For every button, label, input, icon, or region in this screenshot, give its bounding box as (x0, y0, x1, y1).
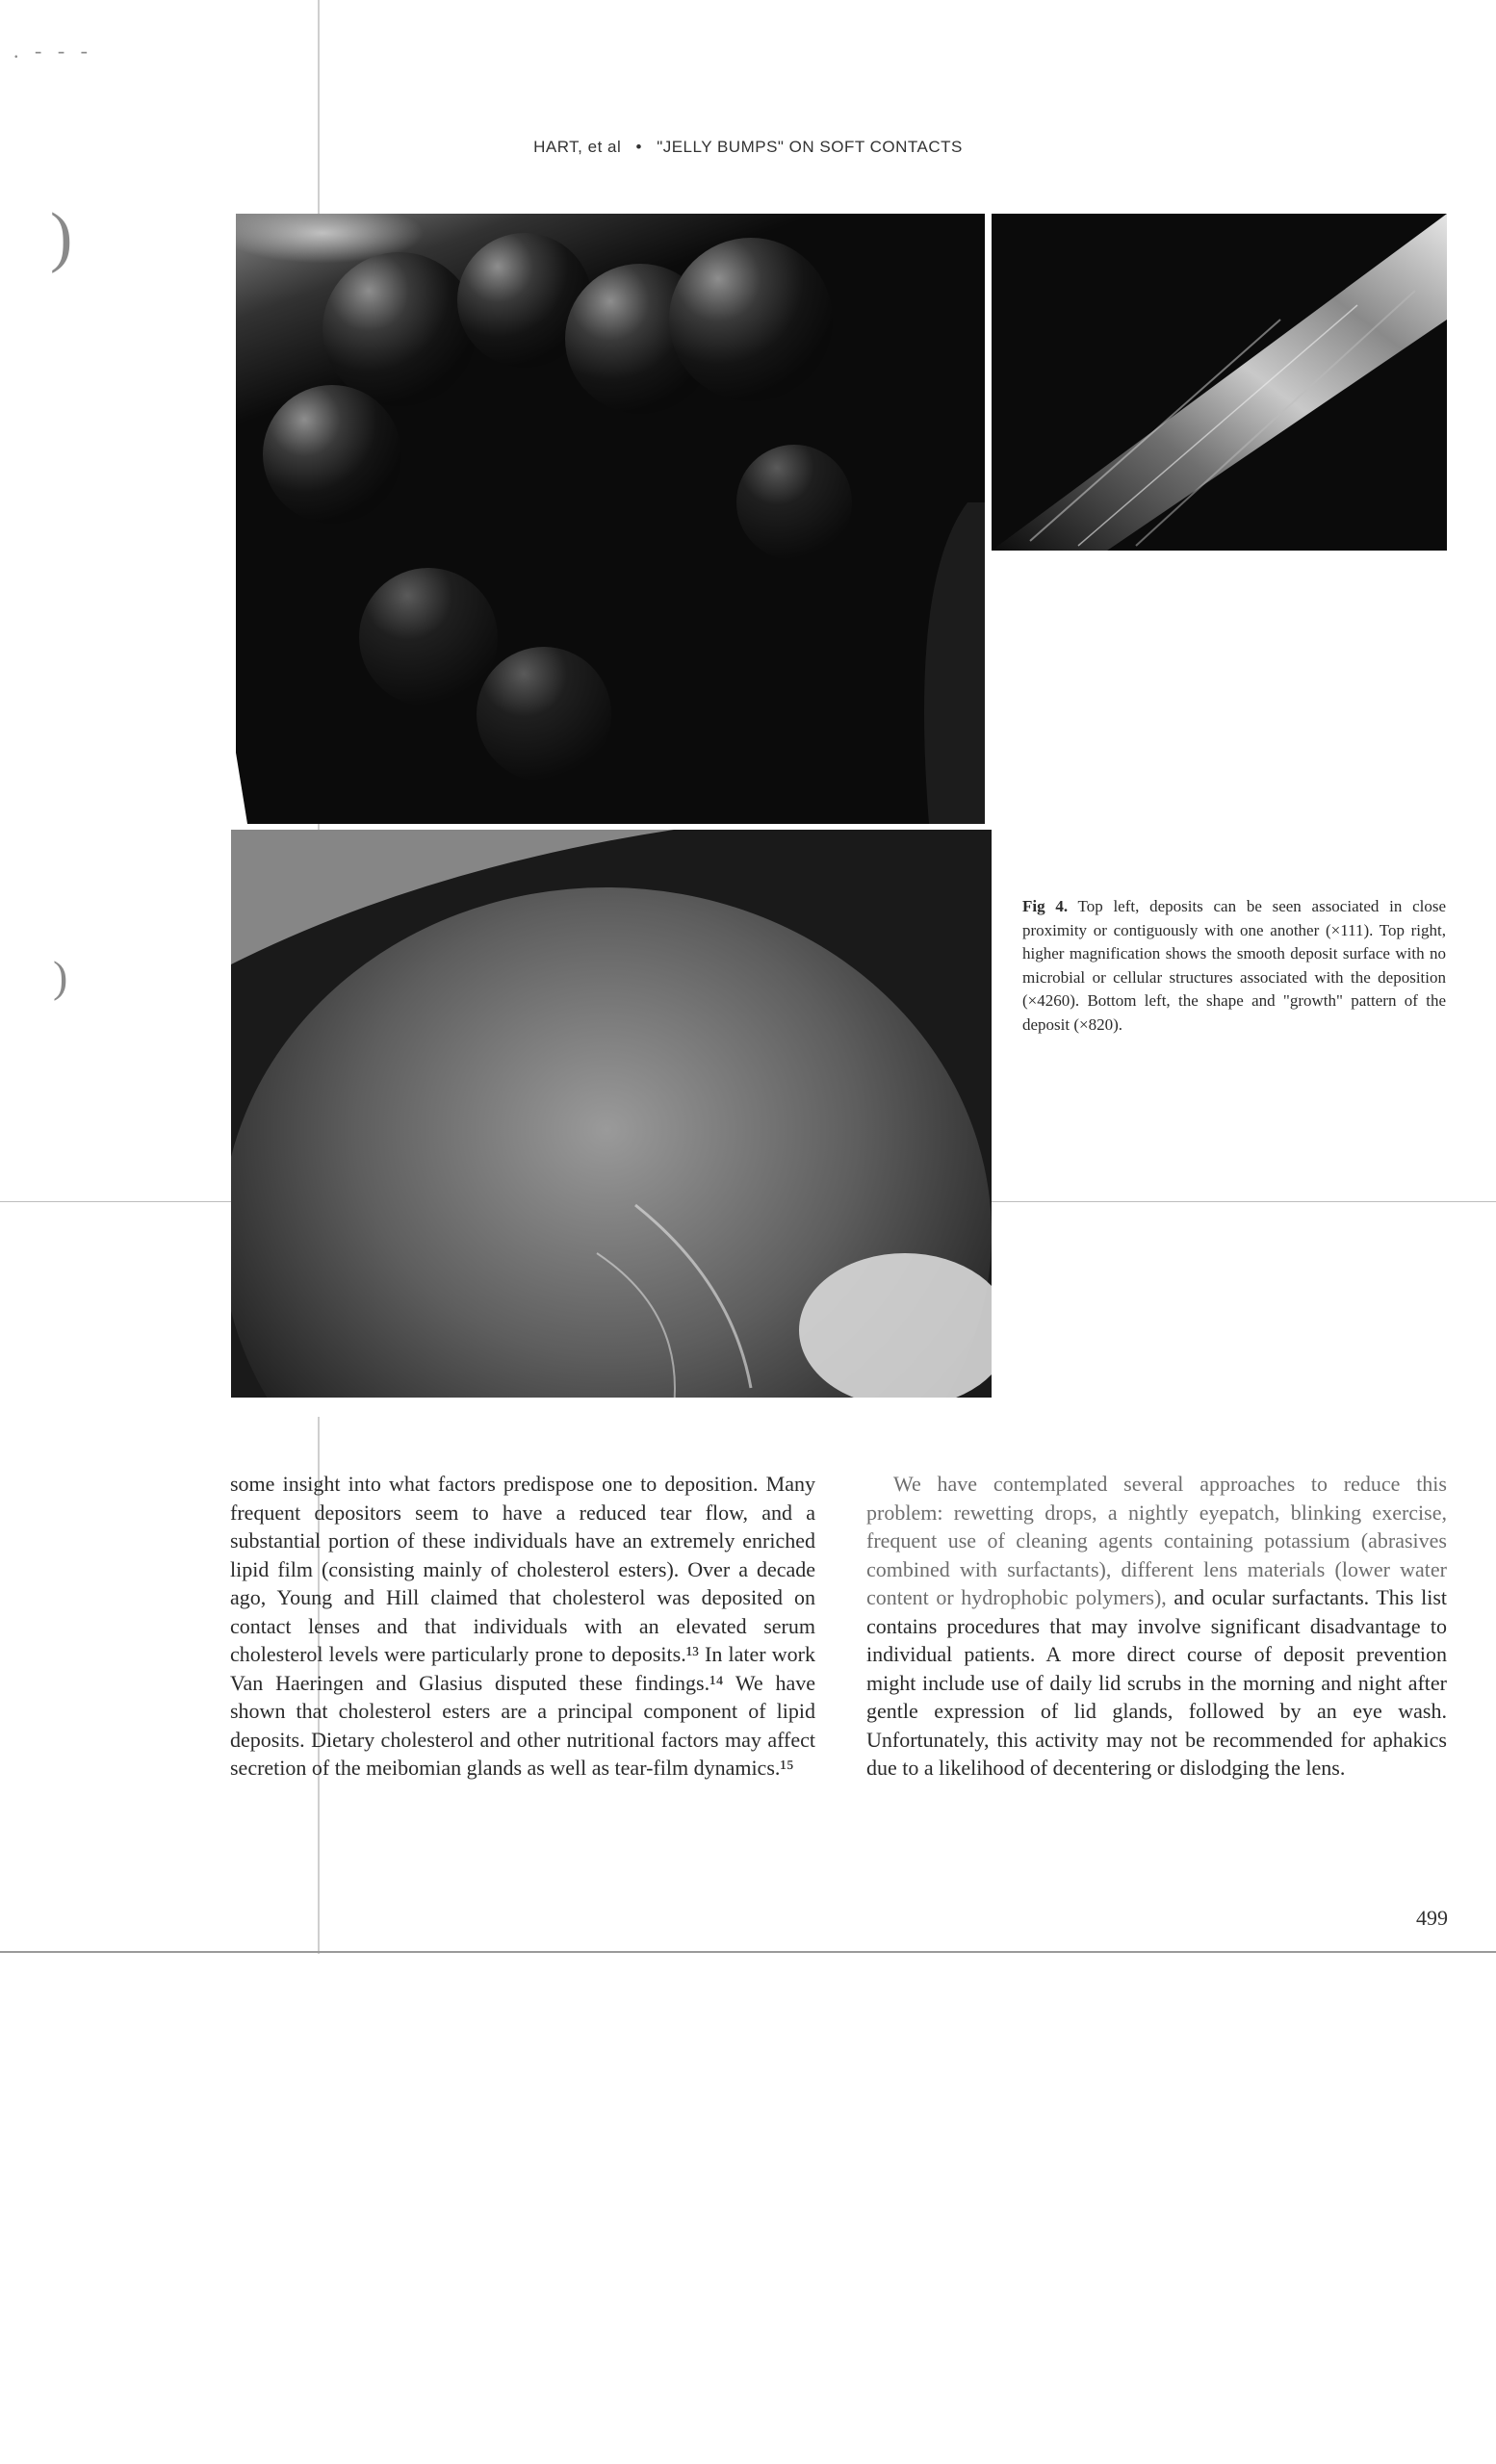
micrograph-bottom-left-image (231, 830, 992, 1417)
page-number: 499 (1416, 1906, 1448, 1930)
body-paragraph-right-faded-part: We have contemplated several approaches to reduce this problem: rewetting drops, a nightly eyepatch, blinking exercise, frequent use of cleaning agents containing potassium (abrasives combined with surfactants), different lens materials (lower water content or hydrophobic polymers), (866, 1472, 1447, 1609)
micrograph-top-right (992, 214, 1447, 551)
body-column-left (230, 1470, 815, 1783)
running-head-authors: HART, et al (533, 138, 622, 156)
body-paragraph-right (866, 1470, 1447, 1783)
micrograph-top-left (236, 214, 985, 824)
micrograph-top-right-image (992, 214, 1447, 551)
body-paragraph-left: some insight into what factors predispose one to deposition. Many frequent depositors seem to have a reduced tear flow, and a substantial portion of these individuals have an extremely enriched lipid film (consisting mainly of cholesterol esters). Over a decade ago, Young and Hill claimed that cholesterol was deposited on contact lenses and that individuals with an elevated serum cholesterol levels were particularly prone to deposits.¹³ In later work Van Haeringen and Glasius disputed these findings.¹⁴ We have shown that cholesterol esters are a principal component of lipid deposits. Dietary cholesterol and other nutritional factors may affect secretion of the meibomian glands as well as tear-film dynamics.¹⁵ (230, 1472, 815, 1780)
scan-mark-left-paren-1: ) (50, 200, 73, 274)
running-head-bullet: • (635, 138, 642, 156)
figure-caption (1022, 895, 1446, 1037)
scan-bottom-edge (0, 1951, 1496, 1953)
running-head (0, 138, 1496, 157)
scan-mark-top-left: . - - - (13, 38, 88, 63)
figure-label: Fig 4. (1022, 897, 1069, 915)
figure-caption-text: Top left, deposits can be seen associated in close proximity or contiguously with one another (×111). Top right, higher magnification shows the smooth deposit surface with no microbial or cellular structures associated with the deposition (×4260). Bottom left, the shape and "growth" pattern of the deposit (×820). (1022, 897, 1446, 1034)
running-head-title: "JELLY BUMPS" ON SOFT CONTACTS (657, 138, 963, 156)
body-paragraph-right-dark-part: and ocular surfactants. This list contains procedures that may involve significant disadvantage to individual patients. A more direct course of deposit prevention might include use of daily lid scrubs in the morning and night after gentle expression of lid glands, followed by an eye wash. Unfortunately, this activity may not be recommended for aphakics due to a likelihood of decentering or dislodging the lens. (866, 1585, 1447, 1780)
body-column-right (866, 1470, 1447, 1783)
micrograph-top-left-image (236, 214, 985, 824)
micrograph-bottom-left (231, 830, 992, 1417)
scan-mark-left-paren-2: ) (53, 952, 68, 1001)
